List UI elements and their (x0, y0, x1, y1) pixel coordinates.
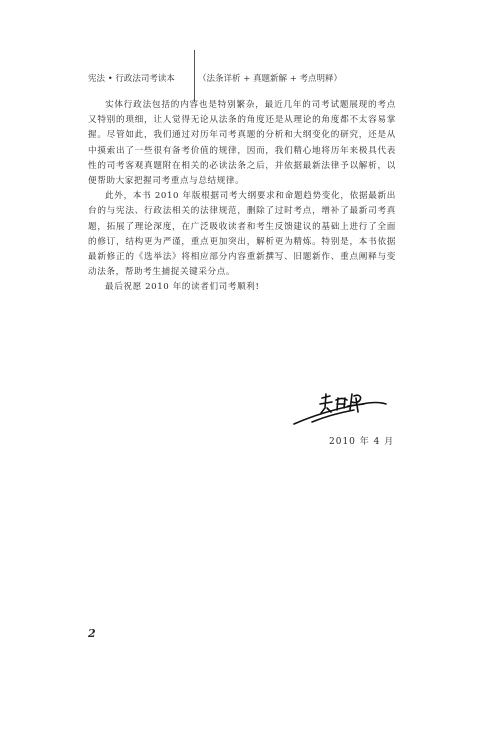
preface-body (88, 98, 396, 296)
header-book-title: 宪法 • 行政法司考读本 (88, 74, 175, 84)
date-line: 2010 年 4 月 (329, 437, 395, 447)
paragraph-3: 最后祝愿 2010 年的读者们司考顺利! (105, 282, 260, 293)
page-number: 2 (88, 627, 96, 640)
paragraph-2: 此外，本书 2010 年版根据司考大纲要求和命题趋势变化，依据最新出台的与宪法、行政法相关的法律规范，删除了过时考点，增补了最新司考真题，拓展了理论深度，在广泛吸收读者和考生反馈建议的基础上进行了全面的修订，结构更为严谨，重点更加突出，解析更为精炼。特别是，本书依据最新修正的《选举法》将相应部分内容重新撰写、旧题新作、重点阐释与变动法条，帮助考生捕捉关键采分点。 (88, 191, 396, 278)
paragraph-1: 实体行政法包括的内容也是特别繁杂，最近几年的司考试题展现的考点又特别的琐细，让人觉得无论从法条的角度还是从理论的角度都不太容易掌握。尽管如此，我们通过对历年司考真题的分析和大纲变化的研究，还是从中摸索出了一些很有备考价值的规律，因而，我们精心地将历年来极具代表性的司考客观真题附在相关的必读法条之后，并依据最新法律予以解析，以便帮助大家把握司考重点与总结规律。 (88, 100, 396, 187)
header-subtitle: （法条详析 + 真题新解 + 考点明释） (198, 74, 343, 84)
header-divider (194, 50, 195, 102)
handwritten-signature-icon (292, 386, 388, 428)
